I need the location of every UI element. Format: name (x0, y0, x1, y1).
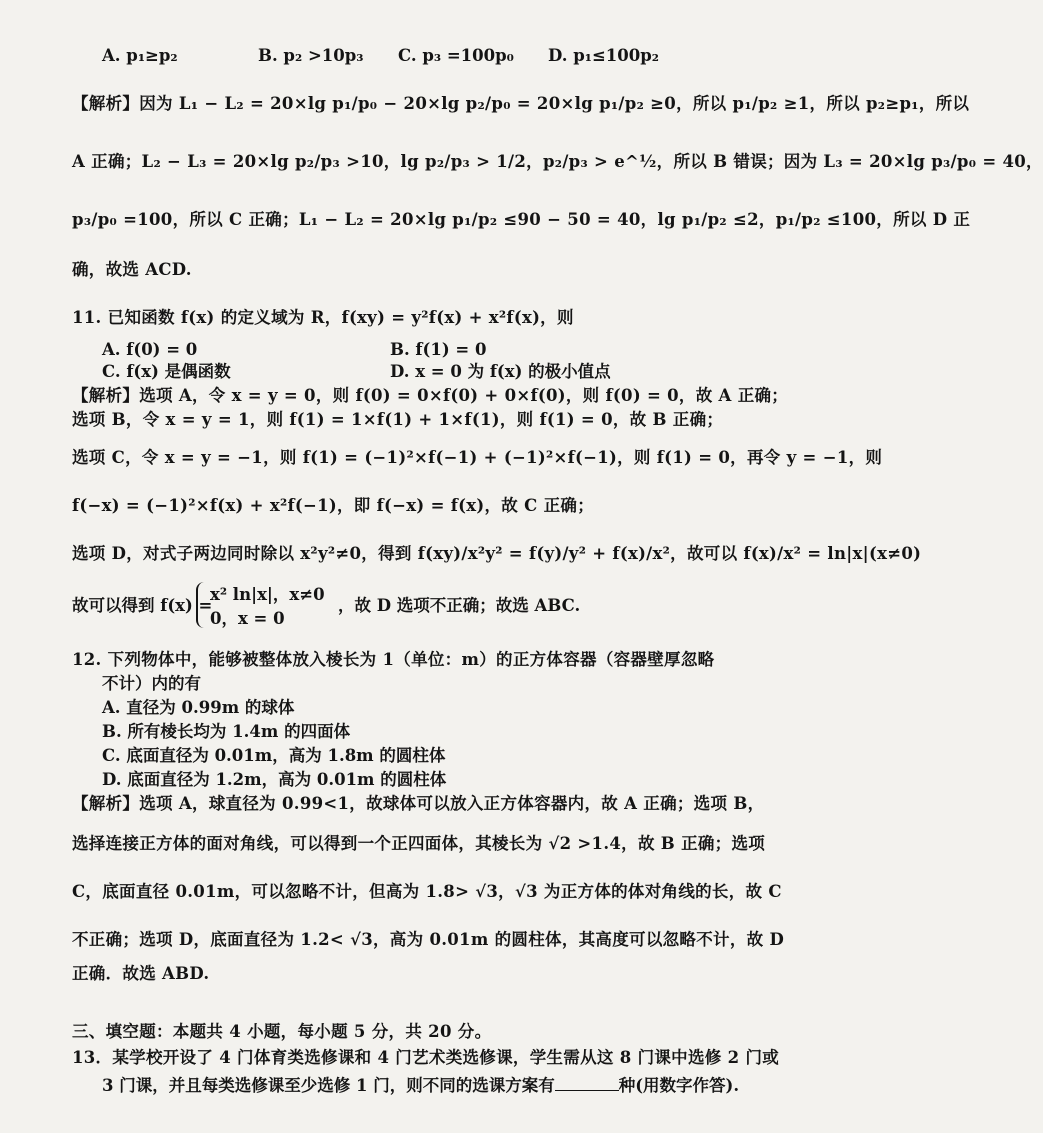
q12-stem-line-2: 不计）内的有 (102, 674, 201, 693)
q10-option-a: A. p₁≥p₂ (102, 46, 178, 65)
q11-analysis-line-3: 选项 C，令 x = y = −1，则 f(1) = (−1)²×f(−1) + (−1)²×f(−1)，则 f(1) = 0，再令 y = −1，则 (72, 448, 883, 467)
piecewise-case-1: x² ln|x|，x≠0 (210, 585, 325, 604)
q12-analysis-line-1: 【解析】选项 A，球直径为 0.99<1，故球体可以放入正方体容器内，故 A 正确；选项 B， (72, 794, 765, 813)
q10-analysis-line-2: A 正确；L₂ − L₃ = 20×lg p₂/p₃ >10，lg p₂/p₃ > 1/2，p₂/p₃ > e^½，所以 B 错误；因为 L₃ = 20×lg p₃/p₀ = 40， (72, 152, 1043, 171)
answer-blank[interactable] (555, 1074, 619, 1091)
section-heading: 三、填空题：本题共 4 小题，每小题 5 分，共 20 分。 (72, 1022, 492, 1041)
q10-analysis-line-3: p₃/p₀ =100，所以 C 正确；L₁ − L₂ = 20×lg p₁/p₂ ≤90 − 50 = 40，lg p₁/p₂ ≤2，p₁/p₂ ≤100，所以 D 正 (72, 210, 971, 229)
q12-option-a: A. 直径为 0.99m 的球体 (102, 698, 295, 717)
q13-stem-line-1: 13．某学校开设了 4 门体育类选修课和 4 门艺术类选修课，学生需从这 8 门课中选修 2 门或 (72, 1048, 780, 1067)
q12-option-d: D. 底面直径为 1.2m，高为 0.01m 的圆柱体 (102, 770, 447, 789)
q12-analysis-line-4: 不正确；选项 D，底面直径为 1.2< √3，高为 0.01m 的圆柱体，其高度可以忽略不计，故 D (72, 930, 785, 949)
q10-analysis-line-1: 【解析】因为 L₁ − L₂ = 20×lg p₁/p₀ − 20×lg p₂/p₀ = 20×lg p₁/p₂ ≥0，所以 p₁/p₂ ≥1，所以 p₂≥p₁，所以 (72, 94, 970, 113)
q11-analysis-line-2: 选项 B，令 x = y = 1，则 f(1) = 1×f(1) + 1×f(1)，则 f(1) = 0，故 B 正确； (72, 410, 724, 429)
q11-analysis-line-5: 选项 D，对式子两边同时除以 x²y²≠0，得到 f(xy)/x²y² = f(y)/y² + f(x)/x²，故可以 f(x)/x² = ln|x|(x≠0) (72, 544, 922, 563)
q13-stem-line-2 (102, 1074, 739, 1098)
q11-option-d: D. x = 0 为 f(x) 的极小值点 (390, 362, 611, 381)
q12-option-b: B. 所有棱长均为 1.4m 的四面体 (102, 722, 351, 741)
q11-option-c: C. f(x) 是偶函数 (102, 362, 231, 381)
q11-analysis-line-6-suffix: ，故 D 选项不正确；故选 ABC. (338, 596, 581, 615)
q12-analysis-line-5: 正确．故选 ABD. (72, 964, 210, 983)
q11-option-b: B. f(1) = 0 (390, 340, 487, 359)
q10-option-c: C. p₃ =100p₀ (398, 46, 514, 65)
q10-option-b: B. p₂ >10p₃ (258, 46, 364, 65)
q11-option-a: A. f(0) = 0 (102, 340, 198, 359)
q11-analysis-line-1: 【解析】选项 A，令 x = y = 0，则 f(0) = 0×f(0) + 0×f(0)，则 f(0) = 0，故 A 正确； (72, 386, 789, 405)
q10-analysis-line-4: 确，故选 ACD. (72, 260, 192, 279)
piecewise-case-2: 0，x = 0 (210, 609, 285, 628)
q12-analysis-line-2: 选择连接正方体的面对角线，可以得到一个正四面体，其棱长为 √2 >1.4，故 B 正确；选项 (72, 834, 766, 853)
q11-analysis-line-4: f(−x) = (−1)²×f(x) + x²f(−1)，即 f(−x) = f(x)，故 C 正确； (72, 496, 595, 515)
q11-analysis-line-6-prefix: 故可以得到 f(x) = (72, 596, 213, 615)
q13-stem-text: 3 门课，并且每类选修课至少选修 1 门，则不同的选课方案有 (102, 1076, 555, 1095)
q12-stem-line-1: 12. 下列物体中，能够被整体放入棱长为 1（单位：m）的正方体容器（容器壁厚忽略 (72, 650, 715, 669)
q10-option-d: D. p₁≤100p₂ (548, 46, 660, 65)
q13-stem-suffix: 种(用数字作答). (618, 1076, 740, 1095)
q12-option-c: C. 底面直径为 0.01m，高为 1.8m 的圆柱体 (102, 746, 446, 765)
q11-stem: 11. 已知函数 f(x) 的定义域为 R，f(xy) = y²f(x) + x²f(x)，则 (72, 308, 574, 327)
q12-analysis-line-3: C，底面直径 0.01m，可以忽略不计，但高为 1.8> √3，√3 为正方体的体对角线的长，故 C (72, 882, 782, 901)
